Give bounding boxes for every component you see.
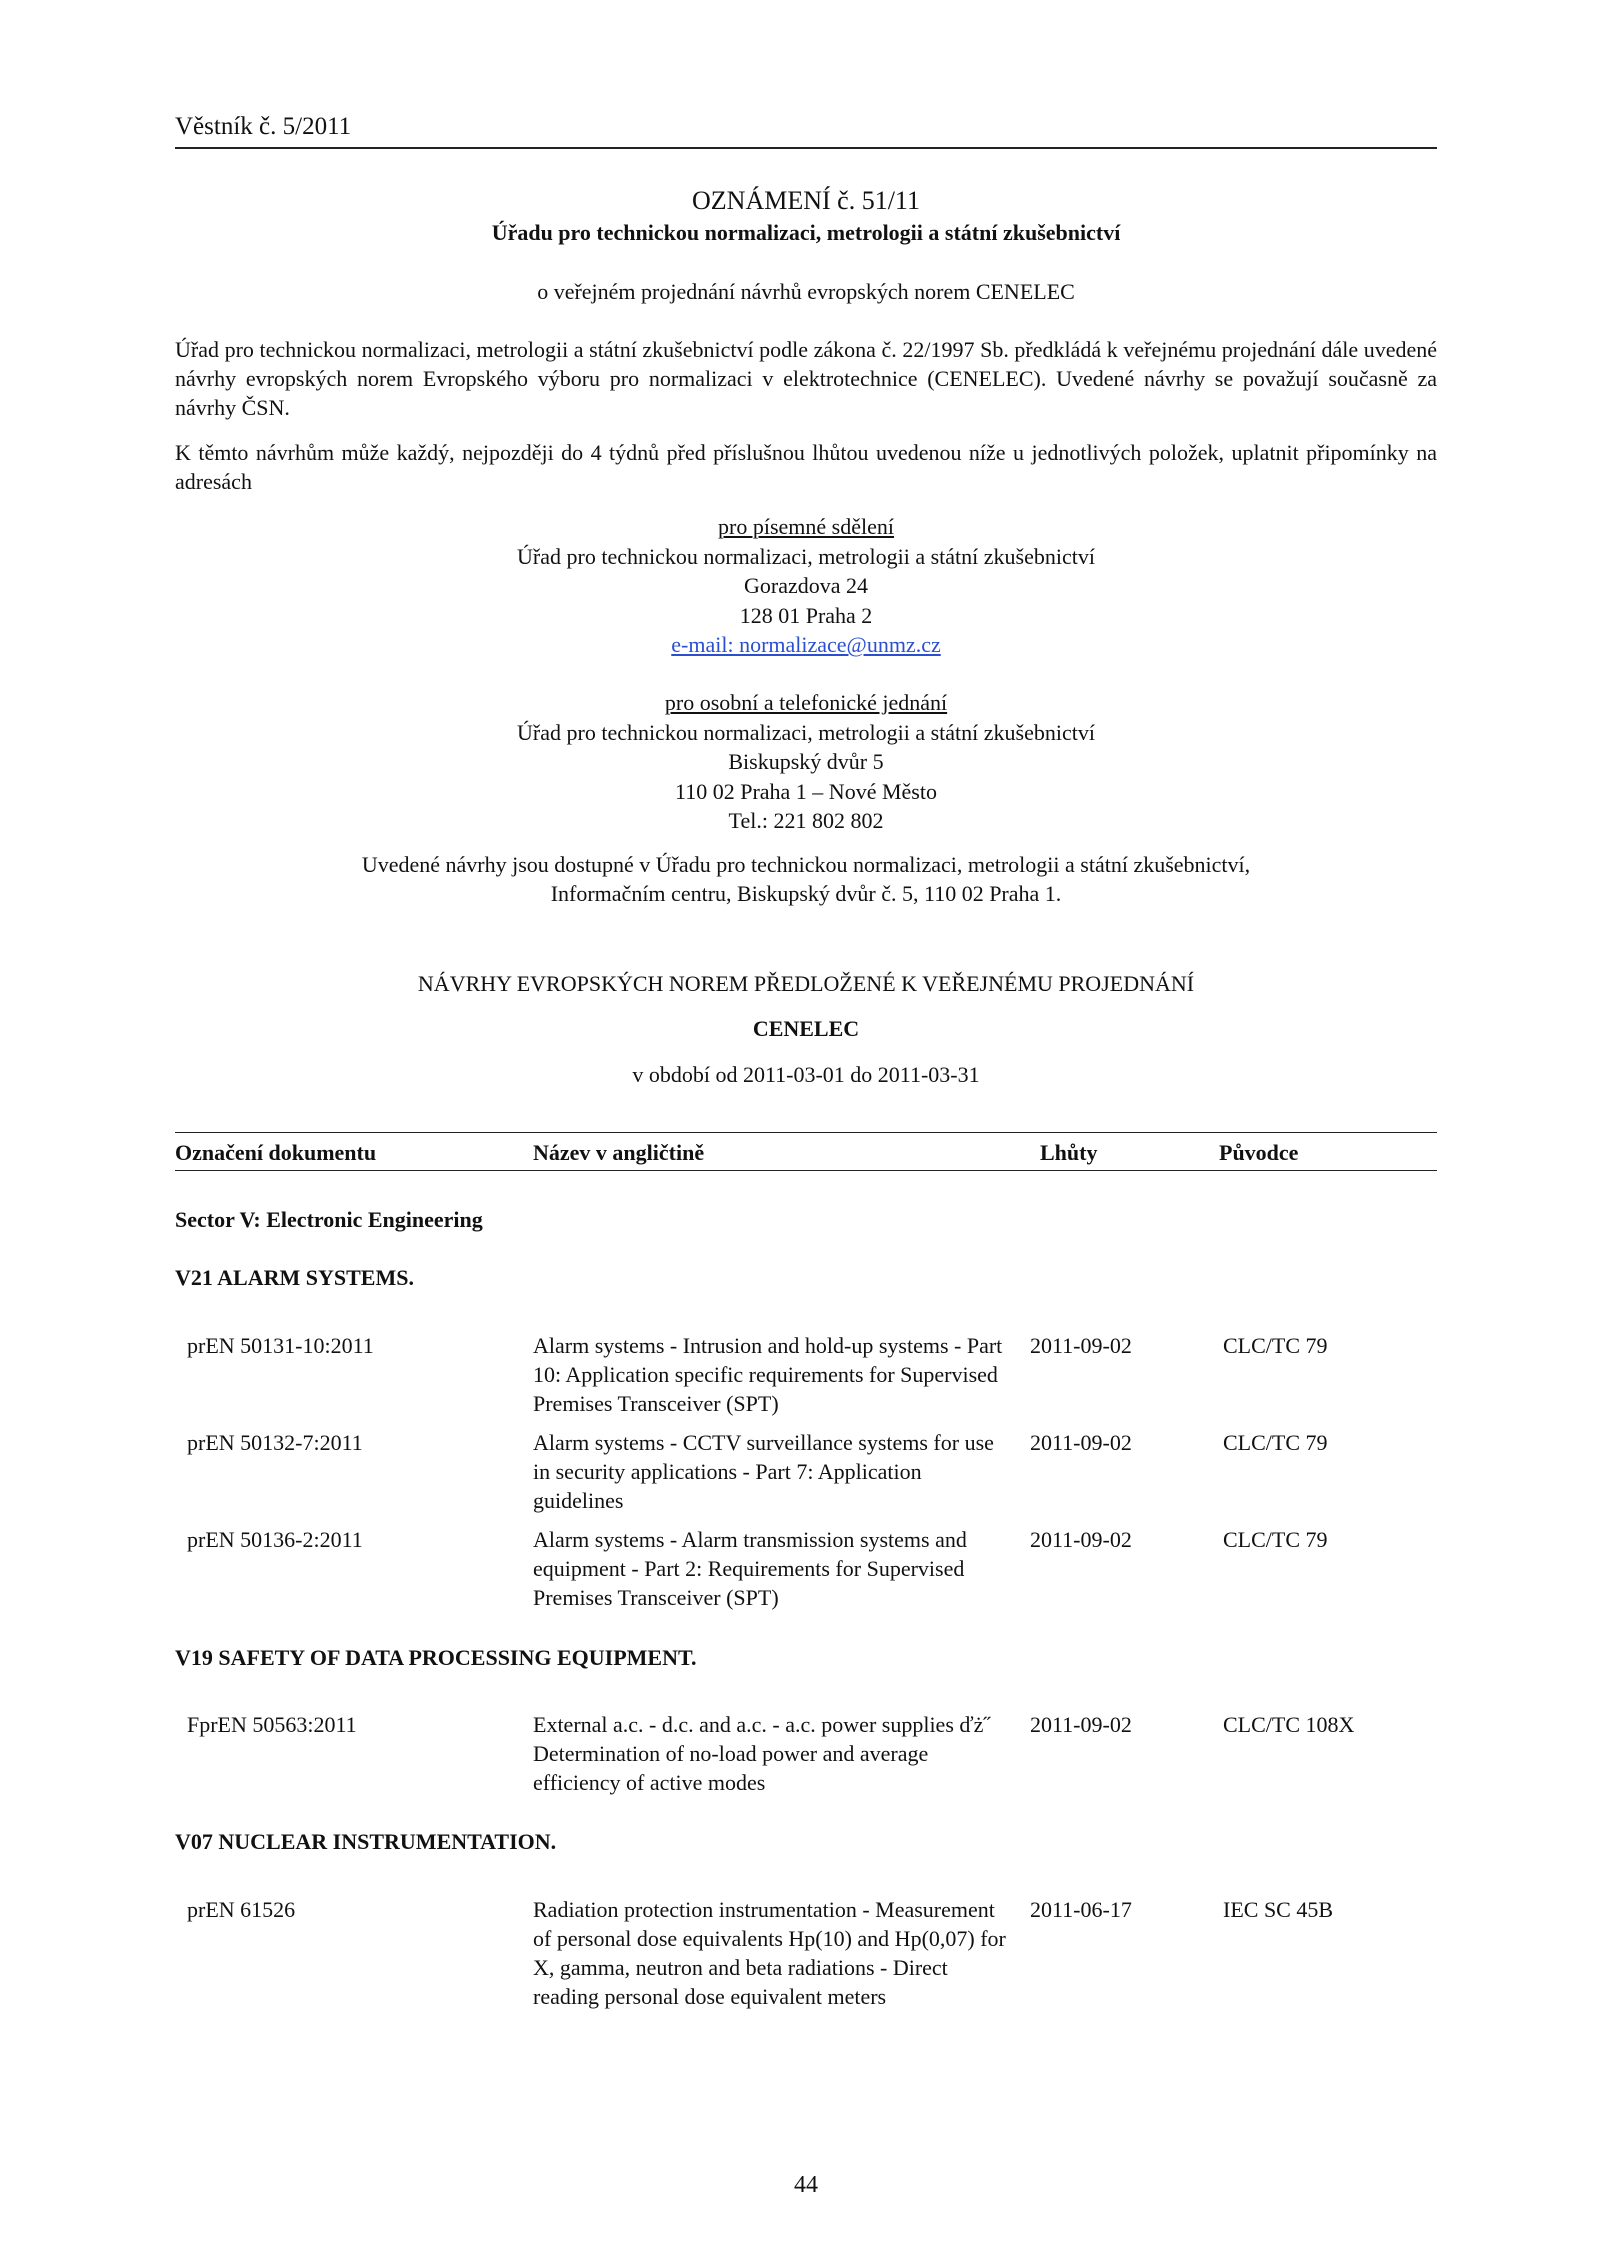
row-originator: CLC/TC 108X xyxy=(1223,1712,1355,1737)
row-name: Alarm systems - Intrusion and hold-up systems - Part 10: Application specific requirements for Supervised Premises Transceiver (SPT) xyxy=(533,1333,1003,1416)
address-written-heading: pro písemné sdělení xyxy=(718,514,894,539)
row-originator: CLC/TC 79 xyxy=(1223,1333,1328,1358)
address-personal-heading: pro osobní a telefonické jednání xyxy=(664,690,948,715)
address-written-org: Úřad pro technickou normalizaci, metrologii a státní zkušebnictví xyxy=(517,543,1095,569)
address-personal-street: Biskupský dvůr 5 xyxy=(728,749,884,774)
column-header-originator: Původce xyxy=(1219,1140,1299,1165)
row-document: prEN 50136-2:2011 xyxy=(187,1527,363,1552)
column-header-document: Označení dokumentu xyxy=(175,1140,377,1165)
notice-title: OZNÁMENÍ č. 51/11 xyxy=(692,186,920,215)
availability-line-1: Uvedené návrhy jsou dostupné v Úřadu pro technickou normalizaci, metrologii a státní zkušebnictví, xyxy=(361,852,1251,877)
group-heading-v19: V19 SAFETY OF DATA PROCESSING EQUIPMENT. xyxy=(175,1645,697,1670)
header-rule xyxy=(175,147,1437,149)
availability-note xyxy=(175,850,1437,908)
table-header-rule-top xyxy=(175,1132,1437,1133)
row-deadline: 2011-09-02 xyxy=(1030,1430,1132,1455)
address-written xyxy=(175,512,1437,660)
row-deadline: 2011-09-02 xyxy=(1030,1712,1132,1737)
availability-line-2: Informačním centru, Biskupský dvůr č. 5, 110 02 Praha 1. xyxy=(550,881,1062,906)
row-document: prEN 61526 xyxy=(187,1897,296,1922)
intro-paragraph-2: K těmto návrhům může každý, nejpozději do 4 týdnů před příslušnou lhůtou uvedenou níže u jednotlivých položek, uplatnit připomínky na adresách xyxy=(175,440,1437,494)
address-personal-phone: Tel.: 221 802 802 xyxy=(728,808,884,833)
journal-header: Věstník č. 5/2011 xyxy=(175,113,352,140)
group-heading-v21: V21 ALARM SYSTEMS. xyxy=(175,1265,414,1290)
page-number: 44 xyxy=(794,2172,818,2198)
column-header-name: Název v angličtině xyxy=(533,1140,705,1165)
row-name: Alarm systems - CCTV surveillance systems for use in security applications - Part 7: Application guidelines xyxy=(533,1430,994,1513)
table-header-rule-bottom xyxy=(175,1170,1437,1171)
row-name: Radiation protection instrumentation - Measurement of personal dose equivalents Hp(10) and Hp(0,07) for X, gamma, neutron and beta radiations - Direct reading personal dose equivalent meters xyxy=(533,1897,1006,2009)
row-document: FprEN 50563:2011 xyxy=(187,1712,357,1737)
row-deadline: 2011-09-02 xyxy=(1030,1333,1132,1358)
group-heading-v07: V07 NUCLEAR INSTRUMENTATION. xyxy=(175,1829,557,1854)
column-header-deadline: Lhůty xyxy=(1040,1140,1098,1165)
list-title: NÁVRHY EVROPSKÝCH NOREM PŘEDLOŽENÉ K VEŘEJNÉMU PROJEDNÁNÍ xyxy=(417,971,1195,996)
row-name: Alarm systems - Alarm transmission systems and equipment - Part 2: Requirements for Supervised Premises Transceiver (SPT) xyxy=(533,1527,967,1610)
notice-subject: o veřejném projednání návrhů evropských norem CENELEC xyxy=(537,279,1075,304)
row-document: prEN 50131-10:2011 xyxy=(187,1333,374,1358)
address-written-street: Gorazdova 24 xyxy=(743,573,868,598)
address-written-city: 128 01 Praha 2 xyxy=(739,602,873,628)
row-document: prEN 50132-7:2011 xyxy=(187,1430,363,1455)
notice-issuer: Úřadu pro technickou normalizaci, metrologii a státní zkušebnictví xyxy=(491,220,1121,245)
address-personal xyxy=(175,688,1437,836)
email-link[interactable]: e-mail: normalizace@unmz.cz xyxy=(671,632,941,657)
intro-paragraph-1: Úřad pro technickou normalizaci, metrologii a státní zkušebnictví podle zákona č. 22/1997 Sb. předkládá k veřejnému projednání dále uvedené návrhy evropských norem Evropského výboru pro normalizaci v elektrotechnice (CENELEC). Uvedené návrhy se považují současně za návrhy ČSN. xyxy=(175,337,1437,420)
address-personal-city: 110 02 Praha 1 – Nové Město xyxy=(675,778,937,804)
list-org: CENELEC xyxy=(752,1016,860,1041)
row-deadline: 2011-06-17 xyxy=(1030,1897,1132,1922)
row-deadline: 2011-09-02 xyxy=(1030,1527,1132,1552)
row-originator: IEC SC 45B xyxy=(1223,1897,1334,1922)
address-personal-org: Úřad pro technickou normalizaci, metrologii a státní zkušebnictví xyxy=(517,719,1095,745)
sector-heading: Sector V: Electronic Engineering xyxy=(175,1207,483,1232)
row-name: External a.c. - d.c. and a.c. - a.c. power supplies ďż˝ Determination of no-load power and average efficiency of active modes xyxy=(533,1712,991,1795)
row-originator: CLC/TC 79 xyxy=(1223,1430,1328,1455)
list-period: v období od 2011-03-01 do 2011-03-31 xyxy=(632,1062,980,1087)
row-originator: CLC/TC 79 xyxy=(1223,1527,1328,1552)
